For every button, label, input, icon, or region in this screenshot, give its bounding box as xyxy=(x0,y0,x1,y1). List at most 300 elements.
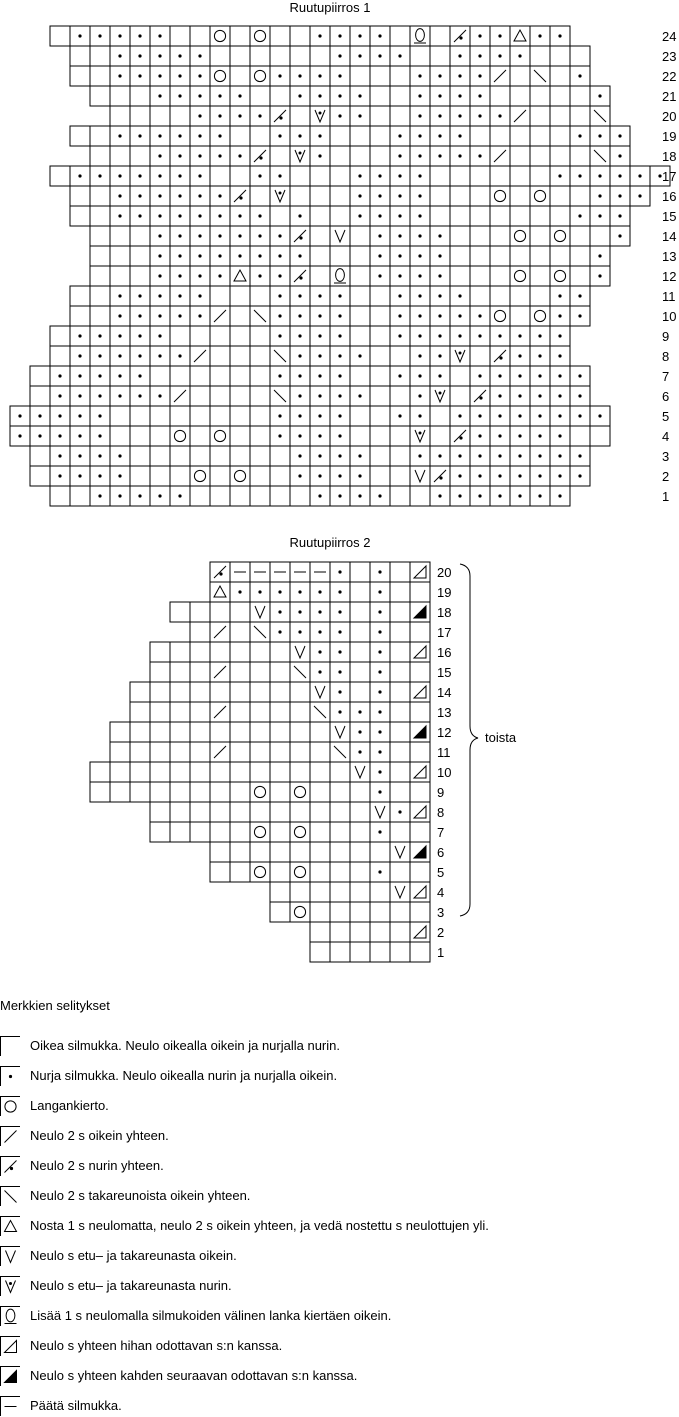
chart2-row-number: 9 xyxy=(437,785,445,800)
chart2-row-number: 18 xyxy=(437,605,452,620)
purl-dot-icon xyxy=(298,394,301,397)
chart-cell xyxy=(130,702,150,722)
chart-cell xyxy=(210,66,230,86)
purl-dot-icon xyxy=(438,114,441,117)
chart-cell xyxy=(250,326,270,346)
chart-cell xyxy=(230,662,250,682)
purl-dot-icon xyxy=(438,334,441,337)
chart-cell xyxy=(210,26,230,46)
purl-dot-icon xyxy=(198,294,201,297)
purl-dot-icon xyxy=(138,214,141,217)
purl-dot-icon xyxy=(458,494,461,497)
chart-cell xyxy=(190,782,210,802)
purl-dot-icon xyxy=(178,254,181,257)
purl-dot-icon xyxy=(398,294,401,297)
purl-dot-icon xyxy=(498,414,501,417)
chart-cell xyxy=(370,426,390,446)
purl-dot-icon xyxy=(398,174,401,177)
purl-dot-icon xyxy=(298,334,301,337)
chart-cell xyxy=(190,742,210,762)
purl-dot-icon xyxy=(338,650,341,653)
purl-dot-icon xyxy=(478,154,481,157)
purl-dot-icon xyxy=(138,334,141,337)
chart2-row xyxy=(130,682,451,702)
chart2-row-number: 11 xyxy=(437,745,451,760)
purl-dot-icon xyxy=(118,454,121,457)
purl-dot-icon xyxy=(298,630,301,633)
chart1-row xyxy=(30,366,669,386)
purl-dot-icon xyxy=(478,434,481,437)
chart-cell xyxy=(290,186,310,206)
purl-dot-icon xyxy=(318,414,321,417)
chart1-row-number: 22 xyxy=(662,69,677,84)
chart-cell xyxy=(110,146,130,166)
chart2-title: Ruutupiirros 2 xyxy=(289,535,371,550)
purl-dot-icon xyxy=(518,494,521,497)
chart1-row xyxy=(10,426,669,446)
purl-dot-icon xyxy=(78,374,81,377)
chart-cell xyxy=(350,842,370,862)
legend-item xyxy=(0,1036,679,1056)
chart-cell xyxy=(110,226,130,246)
purl-dot-icon xyxy=(338,334,341,337)
chart-cell xyxy=(90,266,110,286)
purl-dot-icon xyxy=(198,134,201,137)
purl-dot-icon xyxy=(218,134,221,137)
chart-cell xyxy=(550,246,570,266)
chart-cell xyxy=(150,742,170,762)
purl-dot-icon xyxy=(458,154,461,157)
chart-cell xyxy=(210,386,230,406)
chart1-row xyxy=(50,26,676,46)
chart-cell xyxy=(330,762,350,782)
purl-dot-icon xyxy=(378,570,381,573)
chart-cell xyxy=(90,782,110,802)
legend-text: Lisää 1 s neulomalla silmukoiden välinen lanka kiertäen oikein. xyxy=(30,1308,392,1323)
chart-cell xyxy=(250,742,270,762)
chart-cell xyxy=(210,682,230,702)
purl-dot-icon xyxy=(318,74,321,77)
chart-cell xyxy=(90,206,110,226)
purl-dot-icon xyxy=(358,454,361,457)
chart-cell xyxy=(550,46,570,66)
purl-dot-icon xyxy=(58,394,61,397)
purl-dot-icon xyxy=(418,114,421,117)
chart-cell xyxy=(130,266,150,286)
chart-cell xyxy=(390,26,410,46)
purl-dot-icon xyxy=(558,374,561,377)
chart-cell xyxy=(210,782,230,802)
purl-dot-icon xyxy=(498,394,501,397)
chart-cell xyxy=(530,306,550,326)
chart1-row-number: 20 xyxy=(662,109,677,124)
chart-cell xyxy=(70,206,90,226)
chart-cell xyxy=(290,106,310,126)
chart-cell xyxy=(590,426,610,446)
purl-dot-icon xyxy=(598,414,601,417)
chart-cell xyxy=(410,942,430,962)
chart-cell xyxy=(290,742,310,762)
purl-dot-icon xyxy=(378,790,381,793)
purl-dot-icon xyxy=(158,34,161,37)
purl-dot-icon xyxy=(338,590,341,593)
purl-dot-icon xyxy=(238,154,241,157)
purl-dot-icon xyxy=(58,454,61,457)
chart-cell xyxy=(250,842,270,862)
purl-dot-icon xyxy=(318,394,321,397)
chart-cell xyxy=(370,286,390,306)
purl-dot-icon xyxy=(618,234,621,237)
purl-dot-icon xyxy=(158,274,161,277)
chart-cell xyxy=(310,922,330,942)
legend-item xyxy=(0,1066,679,1086)
chart-cell xyxy=(530,106,550,126)
purl-dot-icon xyxy=(478,314,481,317)
chart-cell xyxy=(490,246,510,266)
purl-dot-icon xyxy=(418,254,421,257)
chart-cell xyxy=(370,66,390,86)
chart-cell xyxy=(390,446,410,466)
chart1-row xyxy=(30,466,669,486)
chart-cell xyxy=(250,426,270,446)
purl-dot-icon xyxy=(98,374,101,377)
purl-dot-icon xyxy=(78,354,81,357)
purl-dot-icon xyxy=(358,94,361,97)
chart1-row xyxy=(90,226,676,246)
chart-cell xyxy=(170,426,190,446)
purl-dot-icon xyxy=(458,294,461,297)
purl-dot-icon xyxy=(78,454,81,457)
purl-dot-icon xyxy=(378,610,381,613)
chart-cell xyxy=(490,206,510,226)
purl-dot-icon xyxy=(358,394,361,397)
chart1-row-number: 16 xyxy=(662,189,677,204)
purl-dot-icon xyxy=(598,214,601,217)
chart-cell xyxy=(230,166,250,186)
chart2-row xyxy=(110,742,451,762)
purl-dot-icon xyxy=(198,74,201,77)
purl-dot-icon xyxy=(478,34,481,37)
chart1-row-number: 19 xyxy=(662,129,677,144)
chart-cell xyxy=(110,722,130,742)
chart-cell xyxy=(270,682,290,702)
chart-cell xyxy=(290,486,310,506)
purl-dot-icon xyxy=(478,334,481,337)
chart-cell xyxy=(470,226,490,246)
chart-cell xyxy=(570,186,590,206)
purl-dot-icon xyxy=(498,434,501,437)
chart-cell xyxy=(50,26,70,46)
purl-dot-icon xyxy=(378,670,381,673)
purl-dot-icon xyxy=(338,374,341,377)
chart-cell xyxy=(170,722,190,742)
chart1-row-number: 8 xyxy=(662,349,670,364)
chart-cell xyxy=(310,882,330,902)
chart-cell xyxy=(490,286,510,306)
chart-cell xyxy=(410,902,430,922)
chart-cell xyxy=(550,126,570,146)
purl-dot-icon xyxy=(578,454,581,457)
purl-dot-icon xyxy=(178,214,181,217)
chart-cell xyxy=(430,26,450,46)
chart-cell xyxy=(490,266,510,286)
chart-cell xyxy=(510,286,530,306)
purl-dot-icon xyxy=(198,194,201,197)
purl-dot-icon xyxy=(278,590,281,593)
chart-cell xyxy=(410,702,430,722)
chart-cell xyxy=(270,86,290,106)
chart2-row xyxy=(150,802,444,822)
purl-dot-icon xyxy=(358,114,361,117)
purl-dot-icon xyxy=(458,474,461,477)
purl-dot-icon xyxy=(138,354,141,357)
chart-cell xyxy=(510,306,530,326)
chart-cell xyxy=(390,426,410,446)
chart-cell xyxy=(190,366,210,386)
chart-cell xyxy=(170,822,190,842)
chart2-row xyxy=(150,662,451,682)
chart-cell xyxy=(270,446,290,466)
chart-cell xyxy=(270,862,290,882)
purl-dot-icon xyxy=(538,334,541,337)
repeat-brace xyxy=(460,564,478,916)
purl-dot-icon xyxy=(318,454,321,457)
purl-dot-icon xyxy=(358,710,361,713)
chart-cell xyxy=(330,166,350,186)
purl-dot-icon xyxy=(18,414,21,417)
chart-cell xyxy=(330,862,350,882)
chart-cell xyxy=(270,206,290,226)
chart1-row xyxy=(50,346,669,366)
chart2-row-number: 8 xyxy=(437,805,445,820)
purl-dot-icon xyxy=(358,494,361,497)
chart-cell xyxy=(330,922,350,942)
legend-symbol-icon xyxy=(0,1066,20,1086)
chart-cell xyxy=(570,146,590,166)
purl-dot-icon xyxy=(38,414,41,417)
purl-dot-icon xyxy=(378,254,381,257)
purl-dot-icon xyxy=(118,354,121,357)
chart-cell xyxy=(290,46,310,66)
chart-cell xyxy=(510,186,530,206)
chart-cell xyxy=(250,702,270,722)
chart-cell xyxy=(350,266,370,286)
purl-dot-icon xyxy=(358,34,361,37)
chart-cell xyxy=(550,146,570,166)
chart2-grid xyxy=(90,562,451,962)
chart-cell xyxy=(310,822,330,842)
purl-dot-icon xyxy=(318,334,321,337)
chart-cell xyxy=(290,842,310,862)
chart-cell xyxy=(90,226,110,246)
chart-cell xyxy=(170,326,190,346)
chart-cell xyxy=(290,862,310,882)
chart-cell xyxy=(110,782,130,802)
chart-cell xyxy=(150,802,170,822)
chart-cell xyxy=(150,106,170,126)
chart-cell xyxy=(390,622,410,642)
purl-dot-icon xyxy=(418,94,421,97)
chart-cell xyxy=(230,702,250,722)
chart1-row-number: 9 xyxy=(662,329,670,344)
chart-cell xyxy=(230,602,250,622)
purl-dot-icon xyxy=(338,494,341,497)
chart-cell xyxy=(70,126,90,146)
chart-cell xyxy=(270,782,290,802)
purl-dot-icon xyxy=(538,354,541,357)
chart-cell xyxy=(550,186,570,206)
legend-symbol-icon xyxy=(0,1276,20,1296)
purl-dot-icon xyxy=(298,254,301,257)
purl-dot-icon xyxy=(338,570,341,573)
purl-dot-icon xyxy=(498,334,501,337)
chart-cell xyxy=(230,742,250,762)
purl-dot-icon xyxy=(298,374,301,377)
chart-cell xyxy=(170,782,190,802)
chart-cell xyxy=(350,662,370,682)
purl-dot-icon xyxy=(158,154,161,157)
chart-cell xyxy=(230,842,250,862)
chart-cell xyxy=(190,602,210,622)
purl-dot-icon xyxy=(98,354,101,357)
purl-dot-icon xyxy=(178,314,181,317)
chart-cell xyxy=(190,326,210,346)
chart-cell xyxy=(370,882,390,902)
chart-cell xyxy=(250,186,270,206)
chart2-row xyxy=(90,782,444,802)
purl-dot-icon xyxy=(358,174,361,177)
chart-cell xyxy=(250,642,270,662)
chart-cell xyxy=(350,582,370,602)
purl-dot-icon xyxy=(138,174,141,177)
chart1-title: Ruutupiirros 1 xyxy=(289,0,371,15)
legend-symbol-icon xyxy=(0,1336,20,1356)
purl-dot-icon xyxy=(358,354,361,357)
chart-cell xyxy=(250,782,270,802)
purl-dot-icon xyxy=(338,34,341,37)
chart-cell xyxy=(330,146,350,166)
chart-cell xyxy=(410,782,430,802)
purl-dot-icon xyxy=(138,494,141,497)
legend-text: Neulo 2 s oikein yhteen. xyxy=(30,1128,169,1143)
chart-cell xyxy=(210,822,230,842)
chart-cell xyxy=(350,326,370,346)
purl-dot-icon xyxy=(78,334,81,337)
purl-dot-icon xyxy=(118,394,121,397)
chart-cell xyxy=(230,486,250,506)
chart-cell xyxy=(230,822,250,842)
legend-item xyxy=(0,1216,679,1236)
purl-dot-icon xyxy=(218,274,221,277)
purl-dot-icon xyxy=(378,650,381,653)
chart1-row-number: 12 xyxy=(662,269,677,284)
chart-cell xyxy=(170,682,190,702)
chart-cell xyxy=(150,642,170,662)
chart-cell xyxy=(350,366,370,386)
chart-cell xyxy=(150,446,170,466)
chart-cell xyxy=(350,126,370,146)
purl-dot-icon xyxy=(378,34,381,37)
purl-dot-icon xyxy=(418,174,421,177)
chart-cell xyxy=(210,346,230,366)
legend-item xyxy=(0,1306,679,1326)
chart-cell xyxy=(470,246,490,266)
purl-dot-icon xyxy=(538,374,541,377)
legend-symbol-icon xyxy=(0,1216,20,1236)
chart-cell xyxy=(330,842,350,862)
purl-dot-icon xyxy=(278,314,281,317)
chart1-row-number: 18 xyxy=(662,149,677,164)
chart-cell xyxy=(270,722,290,742)
legend-item xyxy=(0,1156,679,1176)
purl-dot-icon xyxy=(478,494,481,497)
chart-cell xyxy=(330,902,350,922)
purl-dot-icon xyxy=(558,474,561,477)
purl-dot-icon xyxy=(438,234,441,237)
chart-cell xyxy=(390,386,410,406)
purl-dot-icon xyxy=(358,214,361,217)
purl-dot-icon xyxy=(518,474,521,477)
purl-dot-icon xyxy=(418,154,421,157)
purl-dot-icon xyxy=(138,394,141,397)
chart1-row xyxy=(30,446,669,466)
purl-dot-icon xyxy=(218,114,221,117)
chart-cell xyxy=(170,366,190,386)
chart-cell xyxy=(310,722,330,742)
chart-cell xyxy=(370,922,390,942)
chart-cell xyxy=(390,662,410,682)
chart-cell xyxy=(250,862,270,882)
chart-cell xyxy=(370,366,390,386)
purl-dot-icon xyxy=(418,194,421,197)
chart-cell xyxy=(230,722,250,742)
purl-dot-icon xyxy=(338,394,341,397)
chart-cell xyxy=(30,466,50,486)
chart-cell xyxy=(430,166,450,186)
purl-dot-icon xyxy=(78,174,81,177)
legend-item xyxy=(0,1276,679,1296)
purl-dot-icon xyxy=(398,810,401,813)
chart-cell xyxy=(290,882,310,902)
chart-cell xyxy=(490,226,510,246)
chart-cell xyxy=(210,602,230,622)
chart-cell xyxy=(370,326,390,346)
purl-dot-icon xyxy=(198,54,201,57)
purl-dot-icon xyxy=(418,454,421,457)
chart-cell xyxy=(370,126,390,146)
chart-cell xyxy=(350,682,370,702)
chart-cell xyxy=(330,126,350,146)
purl-dot-icon xyxy=(418,354,421,357)
legend-text: Neulo s yhteen hihan odottavan s:n kanssa. xyxy=(30,1338,283,1353)
purl-dot-icon xyxy=(438,454,441,457)
chart1-row xyxy=(70,126,676,146)
purl-dot-icon xyxy=(378,870,381,873)
chart-cell xyxy=(530,286,550,306)
purl-dot-icon xyxy=(598,94,601,97)
chart-cell xyxy=(510,86,530,106)
chart-cell xyxy=(290,26,310,46)
legend-symbol-icon xyxy=(0,1126,20,1146)
purl-dot-icon xyxy=(178,154,181,157)
chart-cell xyxy=(470,206,490,226)
chart-cell xyxy=(110,246,130,266)
purl-dot-icon xyxy=(298,610,301,613)
purl-dot-icon xyxy=(298,94,301,97)
chart-cell xyxy=(410,486,430,506)
chart-cell xyxy=(190,386,210,406)
chart-cell xyxy=(470,186,490,206)
